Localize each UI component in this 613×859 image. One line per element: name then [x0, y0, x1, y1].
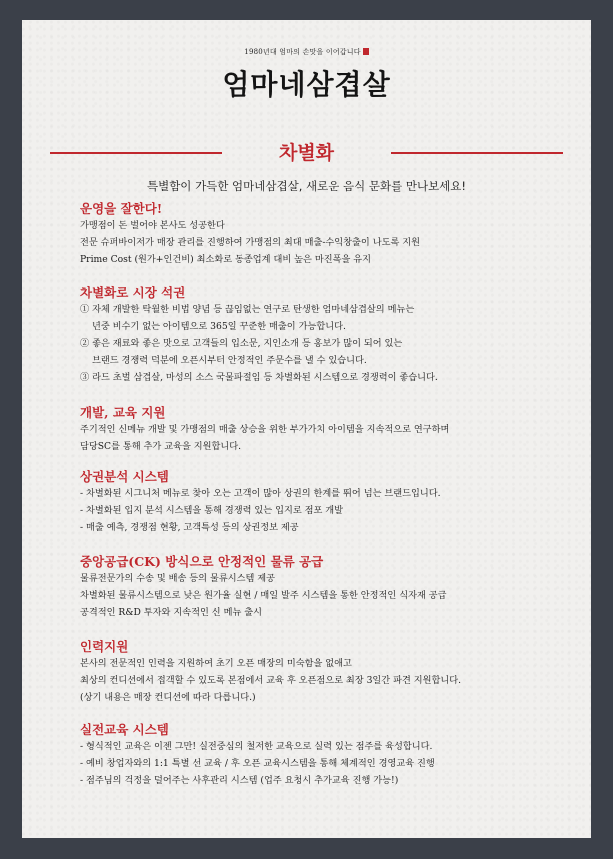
section-heading: 차별화로 시장 석권 — [80, 285, 186, 300]
section-line: 브랜드 경쟁력 덕분에 오픈시부터 안정적인 주문수를 낼 수 있습니다. — [92, 355, 367, 366]
title-divider-right — [391, 152, 563, 154]
section-line: - 매출 예측, 경쟁점 현황, 고객특성 등의 상권정보 제공 — [80, 522, 299, 533]
section-central-supply — [80, 554, 550, 621]
tagline — [22, 47, 591, 57]
section-line: 공격적인 R&D 투자와 지속적인 신 메뉴 출시 — [80, 607, 262, 618]
section-line: 물류전문가의 수송 및 배송 등의 물류시스템 제공 — [80, 573, 276, 584]
section-staff-support — [80, 639, 550, 706]
differentiation-subtitle: 특별함이 가득한 엄마네삼겹살, 새로운 음식 문화를 만나보세요! — [146, 179, 467, 193]
brand-logo-title: 엄마네삼겹살 — [222, 68, 391, 101]
section-heading: 실전교육 시스템 — [80, 722, 169, 737]
section-line: 담당SC를 통해 추가 교육을 지원합니다. — [80, 441, 242, 452]
section-line: - 차별화된 입지 분석 시스템을 통해 경쟁력 있는 입지로 점포 개발 — [80, 505, 344, 516]
red-seal-icon — [363, 48, 369, 55]
section-line: 년중 비수기 없는 아이템으로 365일 꾸준한 매출이 가능합니다. — [92, 321, 346, 332]
section-area-analysis — [80, 469, 550, 536]
differentiation-title-row — [50, 138, 563, 164]
flyer-page — [22, 20, 591, 838]
section-heading: 상권분석 시스템 — [80, 469, 169, 484]
section-line: ③ 라드 초벌 삼겹살, 마성의 소스 국물파절임 등 차별화된 시스템으로 경쟁력이 좋습니다. — [80, 372, 438, 383]
section-line: 최상의 컨디션에서 접객할 수 있도록 본점에서 교육 후 오픈점으로 최장 3일간 파견 지원합니다. — [80, 675, 462, 686]
section-line: - 예비 창업자와의 1:1 특별 선 교육 / 후 오픈 교육시스템을 통해 체계적인 경영교육 진행 — [80, 758, 435, 769]
section-heading: 운영을 잘한다! — [80, 201, 163, 216]
section-line: - 차별화된 시그니처 메뉴로 찾아 오는 고객이 많아 상권의 한계를 뛰어 넘는 브랜드입니다. — [80, 488, 441, 499]
differentiation-title: 차별화 — [278, 142, 335, 164]
section-line: - 형식적인 교육은 이젠 그만! 실전중심의 철저한 교육으로 실력 있는 점주를 육성합니다. — [80, 741, 433, 752]
section-line: Prime Cost (원가+인건비) 최소화로 동종업계 대비 높은 마진폭을 유지 — [80, 254, 371, 265]
section-line: (상기 내용은 매장 컨디션에 따라 다릅니다.) — [80, 692, 256, 703]
section-heading: 중앙공급(CK) 방식으로 안정적인 물류 공급 — [80, 554, 324, 569]
section-line: 전문 슈퍼바이저가 매장 관리를 진행하여 가맹점의 최대 매출-수익창출이 나도록 지원 — [80, 237, 421, 248]
section-heading: 인력지원 — [80, 639, 129, 654]
section-practical-training — [80, 722, 550, 789]
section-line: 가맹점이 돈 벌어야 본사도 성공한다 — [80, 220, 225, 231]
section-line: 본사의 전문적인 인력을 지원하여 초기 오픈 매장의 미숙함을 없애고 — [80, 658, 352, 669]
section-line: ① 자체 개발한 탁월한 비법 양념 등 끊임없는 연구로 탄생한 엄마네삼겹살의 메뉴는 — [80, 304, 415, 315]
section-development — [80, 405, 550, 455]
section-line: 차별화된 물류시스템으로 낮은 원가율 실현 / 매일 발주 시스템을 통한 안정적인 식자재 공급 — [80, 590, 447, 601]
section-line: 주기적인 신메뉴 개발 및 가맹점의 매출 상승을 위한 부가가치 아이템을 지속적으로 연구하며 — [80, 424, 450, 435]
section-line: ② 좋은 재료와 좋은 맛으로 고객들의 입소문, 지인소개 등 홍보가 많이 되어 있는 — [80, 338, 403, 349]
section-heading: 개발, 교육 지원 — [80, 405, 166, 420]
section-line: - 점주님의 걱정을 덜어주는 사후관리 시스템 (업주 요청시 추가교육 진행 가능!) — [80, 775, 399, 786]
section-market — [80, 285, 550, 386]
section-operations — [80, 201, 550, 268]
tagline-text: 1980년대 엄마의 손맛을 이어갑니다 — [244, 48, 361, 56]
